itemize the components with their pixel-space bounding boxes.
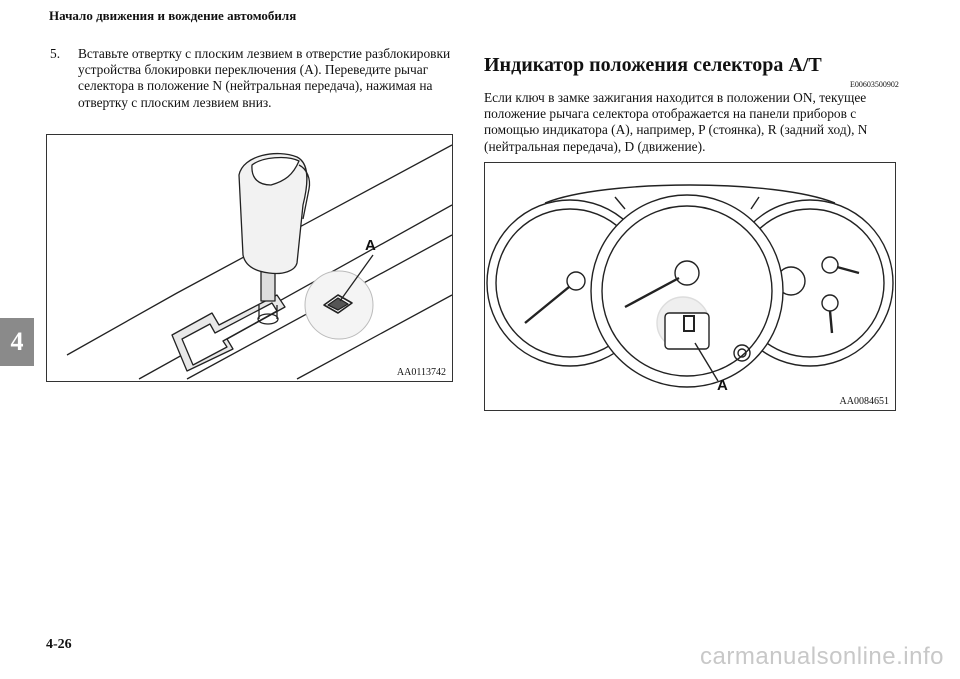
section-code: E00603500902 <box>850 80 899 89</box>
instrument-cluster-illustration <box>485 163 895 410</box>
shift-lever-illustration <box>47 135 452 381</box>
running-header: Начало движения и вождение автомобиля <box>49 8 297 23</box>
figure-callout-a: A <box>365 237 376 254</box>
watermark: carmanualsonline.info <box>700 643 944 670</box>
step-text: Вставьте отвертку с плоским лезвием в отверстие разблокировки устройства блокировки переключения (A). Переведите рычаг селектора в положение N (нейтральная передача), нажимая на отвертку с плоским лезвием вниз. <box>78 46 451 110</box>
shift-lock-figure <box>46 134 453 382</box>
step-number: 5. <box>50 46 61 61</box>
chapter-tab: 4 <box>0 318 34 366</box>
figure-code: AA0113742 <box>396 367 446 378</box>
section-title: Индикатор положения селектора A/T <box>484 54 822 76</box>
body-paragraph: Если ключ в замке зажигания находится в положении ON, текущее положение рычага селектора отображается на панели приборов с помощью индикатора (A), например, P (стоянка), R (задний ход), N (нейтральная передача), D (движение). <box>484 90 868 154</box>
cluster-figure <box>484 162 896 411</box>
instruction-step <box>50 46 455 111</box>
figure-callout-a: A <box>717 377 728 394</box>
page-number: 4-26 <box>46 637 72 652</box>
figure-code: AA0084651 <box>839 396 889 407</box>
